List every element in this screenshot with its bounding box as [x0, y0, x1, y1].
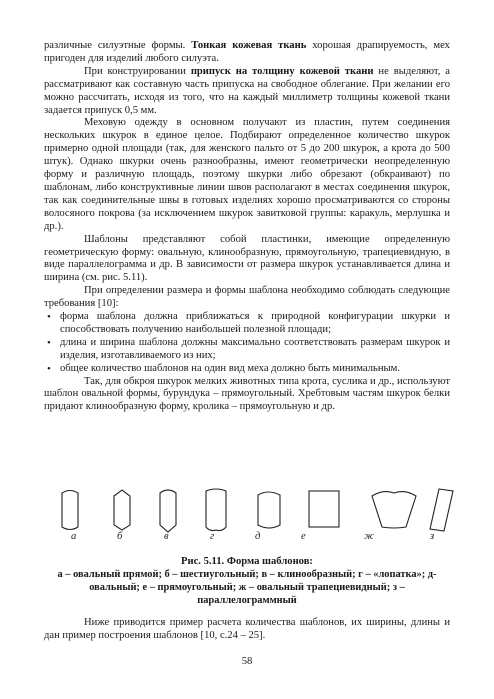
figure-label-e: е [301, 531, 306, 542]
closing-paragraph: Ниже приводится пример расчета количества шаблонов, их ширины, длины и дан пример построения шаблонов [10, с.24 – 25]. [44, 617, 450, 641]
template-shapes-svg [40, 487, 460, 535]
p2-text-a: При конструировании [84, 65, 191, 77]
figure-description: а – овальный прямой; б – шестиугольный; в – клинообразный; г – «лопатка»; д- овальный; е – прямоугольный; ж – овальный трапециевидный; з – параллелограммный [57, 569, 437, 606]
figure-label-a: а [71, 531, 77, 542]
list-item: • длина и ширина шаблона должны максимально соответствовать размерам шкурок и изделия, изготавливаемого из них; [44, 337, 450, 363]
list-item: • форма шаблона должна приближаться к природной конфигурации шкурки и способствовать получению наибольшей полезной площади; [44, 311, 450, 337]
requirements-list [44, 311, 450, 376]
paragraph-1 [44, 40, 450, 66]
figure-label-d: д [255, 531, 261, 542]
page-body [44, 40, 450, 414]
shape-b-hexagonal [114, 490, 130, 530]
paragraph-6: Так, для обкроя шкурок мелких животных типа крота, суслика и др., используют шаблон овальной формы, бурундука – прямоугольный. Хребтовым частям шкурок белки придают клинообразную форму, кролика – прямоугольную и др. [44, 375, 450, 413]
template-shapes-figure [40, 487, 460, 535]
list-item: • общее количество шаблонов на один вид меха должно быть минимальным. [44, 363, 450, 376]
paragraph-4: Шаблоны представляют собой пластинки, имеющие определенную геометрическую форму: овальную, клинообразную, прямоугольную, трапециевидную, в виде параллелограмма и др. В зависимости от размера шкурок устанавливается длина и ширина (см. рис. 5.11). [44, 233, 450, 284]
figure-labels [0, 531, 494, 545]
paragraph-5: При определении размера и формы шаблона необходимо соблюдать следующие требования [10]: [44, 285, 450, 310]
p2-text-c: не выделяют, а рассматривают как составную часть припуска на свободное облегание. При желании его можно рассчитать, исходя из того, что на каждый миллиметр толщины кожевой ткани задается припуск 0,5 мм. [44, 65, 450, 116]
p1-text-a: различные силуэтные формы. [44, 40, 192, 51]
figure-caption [44, 555, 450, 607]
shape-z-parallelogram [430, 489, 453, 531]
figure-title: Рис. 5.11. Форма шаблонов: [181, 556, 313, 567]
page-number: 58 [241, 656, 253, 667]
figure-label-v: в [164, 531, 169, 542]
figure-label-g: г [210, 531, 215, 542]
shape-d-oval [258, 492, 280, 528]
paragraph-2 [44, 66, 450, 118]
figure-label-b: б [117, 531, 123, 542]
p1-bold: Тонкая кожевая ткань [191, 40, 307, 51]
closing-paragraph-block [44, 617, 450, 643]
p1-text-c: хорошая драпируемость, мех пригоден для изделий любого силуэта. [44, 40, 450, 64]
paragraph-3: Меховую одежду в основном получают из пластин, путем соединения нескольких шкурок в единое целое. Подбирают определенное количество шкурок примерно одной площади (так, для женского пальто от 5 до 200 шкурок, а крота до 500 штук). Однако шкурки очень разнообразны, имеют геометрически неопределенную форму и различную площадь, поэтому шкурки либо обрезают (обкраивают) по шаблонам, либо конструктивные линии швов располагают в местах соединения шкурок, так как соединительные швы в готовых изделиях хорошо просматриваются со стороны волосяного покрова (за исключением шкурок завитковой группы: каракуль, мерлушка и др.). [44, 117, 450, 232]
shape-e-rectangular [309, 491, 339, 527]
shape-v-wedge [160, 490, 176, 532]
figure-label-z: з [430, 531, 435, 542]
p2-bold: припуск на толщину кожевой ткани [190, 65, 374, 77]
figure-label-zh: ж [364, 531, 374, 542]
shape-g-spatula [206, 489, 226, 531]
shape-zh-oval-trapezoid [372, 492, 416, 528]
shape-a-oval-straight [62, 491, 78, 530]
